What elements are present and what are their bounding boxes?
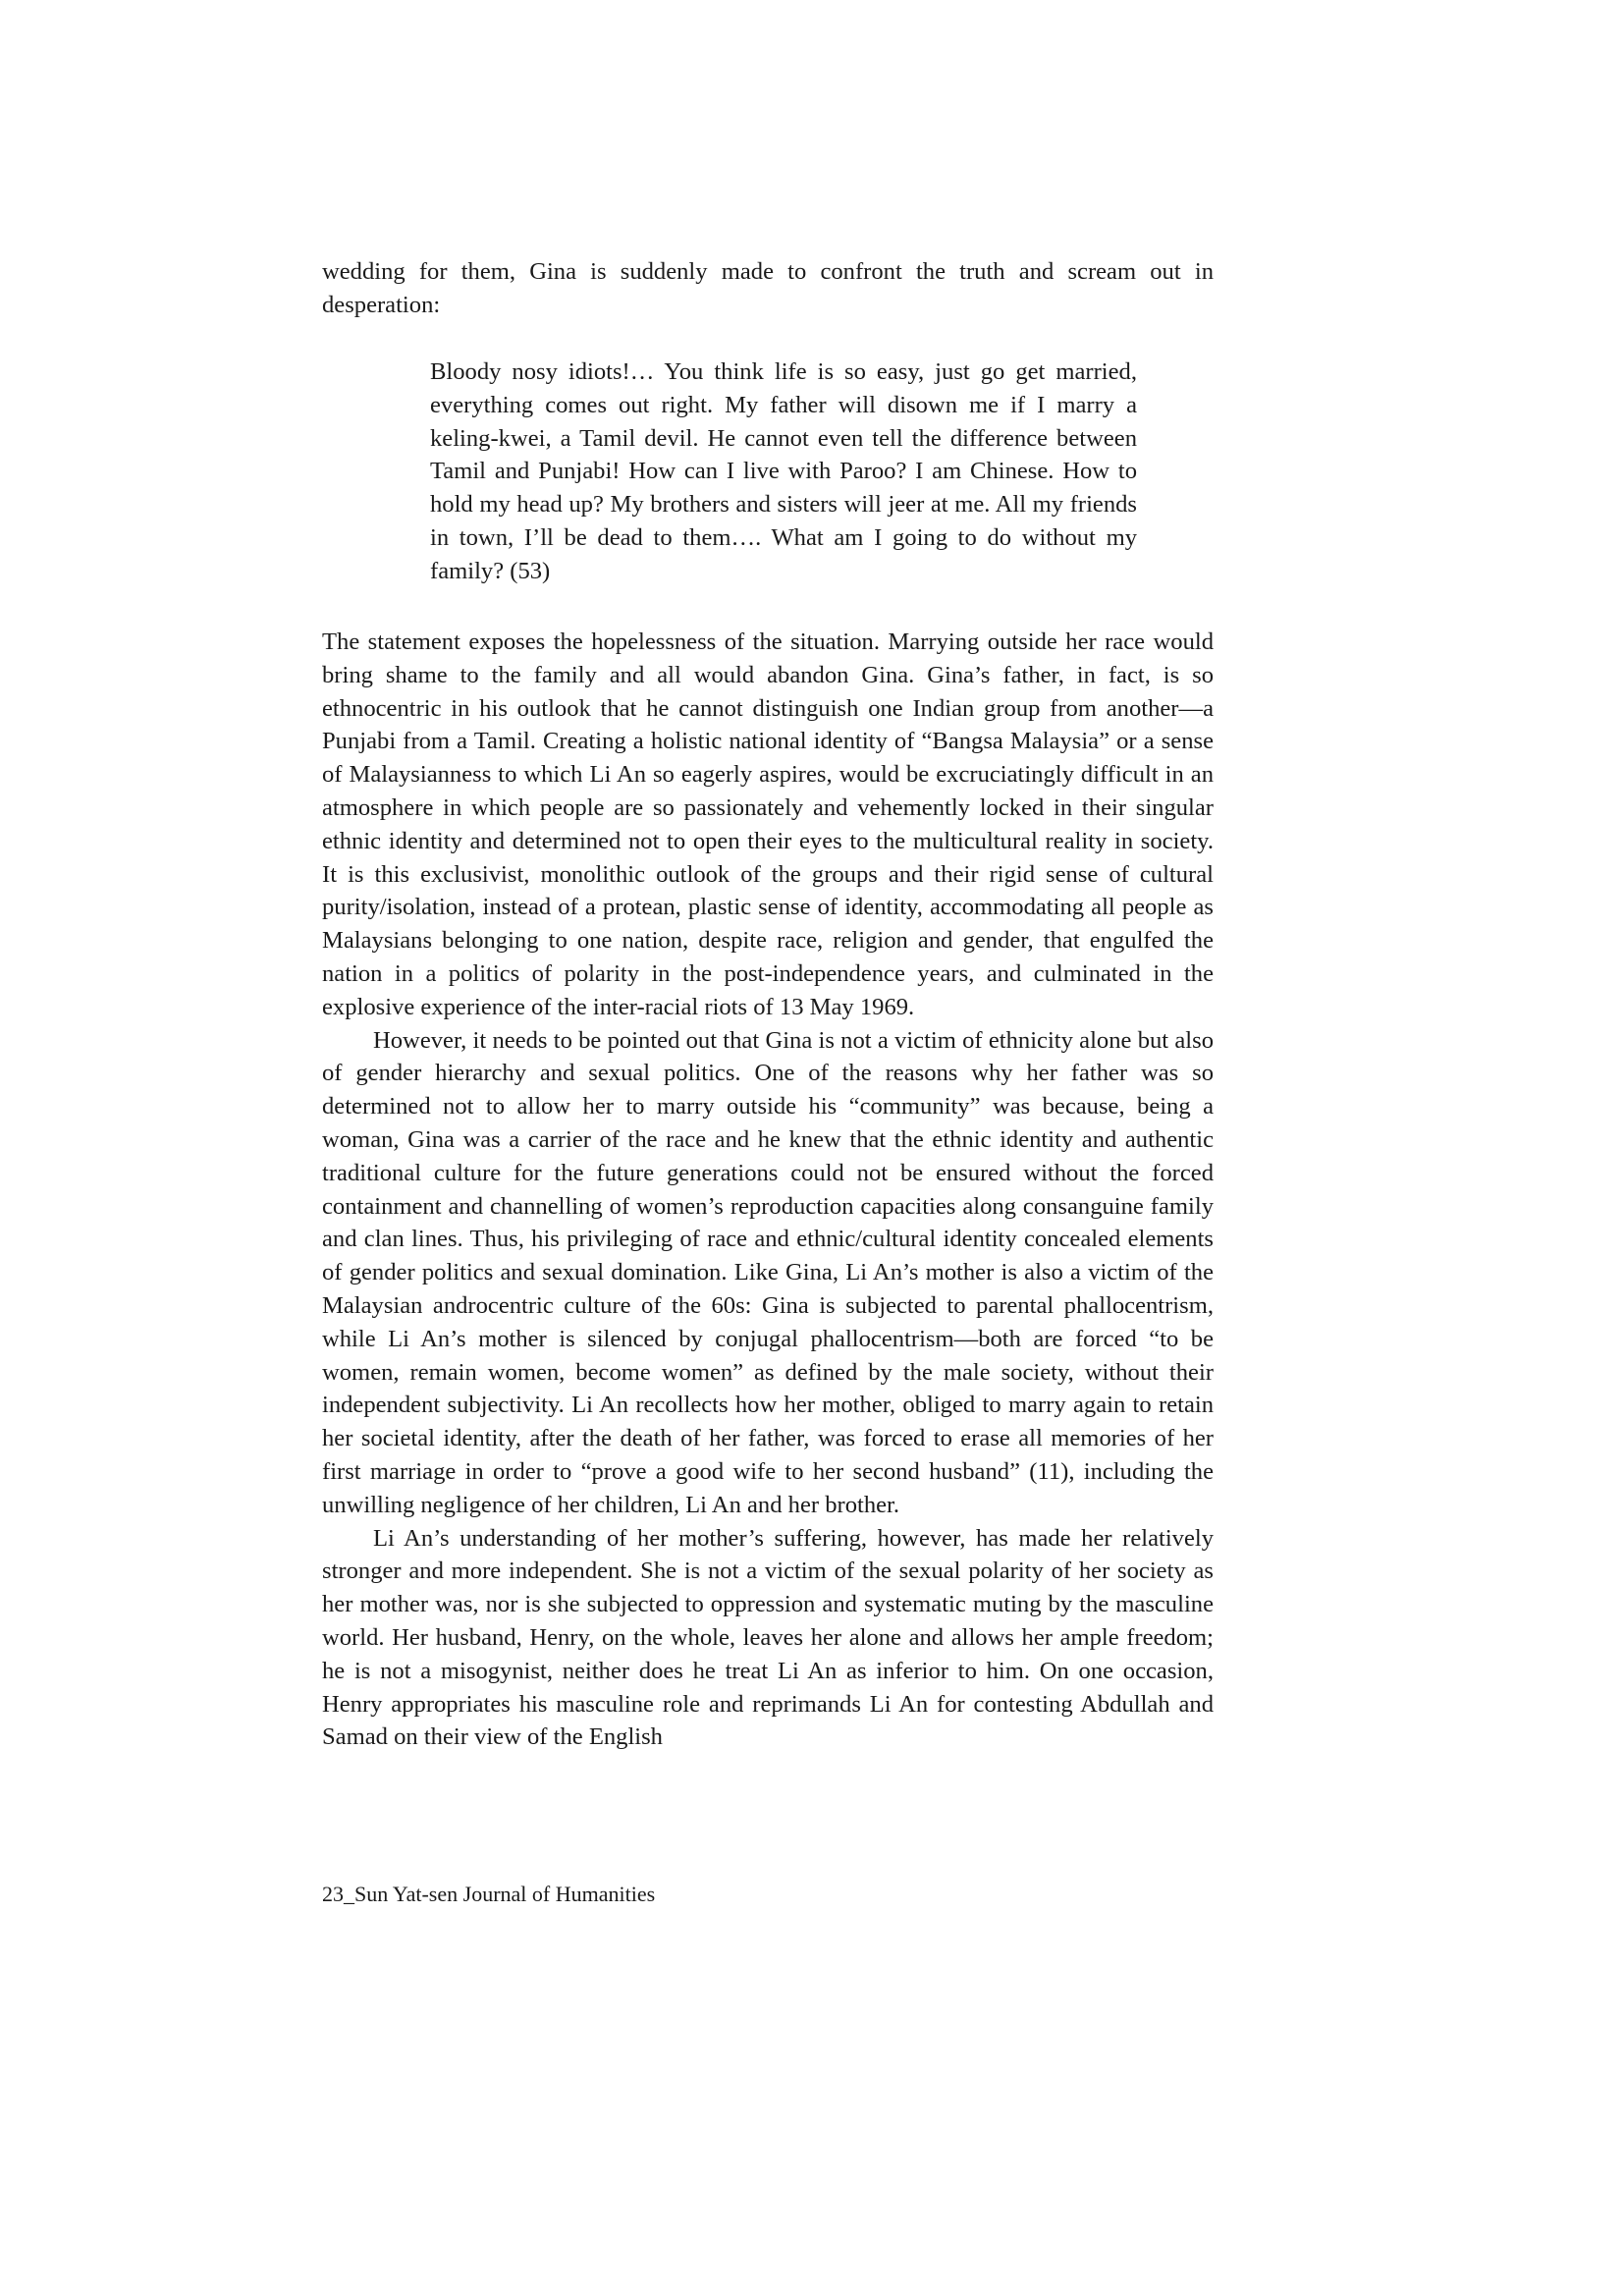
opening-paragraph <box>322 255 1214 322</box>
block-quote <box>430 355 1137 588</box>
paragraph-text: wedding for them, Gina is suddenly made to confront the truth and scream out in desperation: <box>322 258 1214 318</box>
body-text <box>322 626 1214 1754</box>
quote-text: Bloody nosy idiots!… You think life is so easy, just go get married, everything comes out right. My father will disown me if I marry a keling-kwei, a Tamil devil. He cannot even tell the difference between Tamil and Punjabi! How can I live with Paroo? I am Chinese. How to hold my head up? My brothers and sisters will jeer at me. All my friends in town, I’ll be dead to them…. What am I going to do without my family? (53) <box>430 358 1137 584</box>
paragraph-2: However, it needs to be pointed out that Gina is not a victim of ethnicity alone but also of gender hierarchy and sexual politics. One of the reasons why her father was so determined not to allow her to marry outside his “community” was because, being a woman, Gina was a carrier of the race and he knew that the ethnic identity and authentic traditional culture for the future generations could not be ensured without the forced containment and channelling of women’s reproduction capacities along consanguine family and clan lines. Thus, his privileging of race and ethnic/cultural identity concealed elements of gender politics and sexual domination. Like Gina, Li An’s mother is also a victim of the Malaysian androcentric culture of the 60s: Gina is subjected to parental phallocentrism, while Li An’s mother is silenced by conjugal phallocentrism—both are forced “to be women, remain women, become women” as defined by the male society, without their independent subjectivity. Li An recollects how her mother, obliged to marry again to retain her societal identity, after the death of her father, was forced to erase all memories of her first marriage in order to “prove a good wife to her second husband” (11), including the unwilling negligence of her children, Li An and her brother. <box>322 1026 1214 1518</box>
page-footer: 23_Sun Yat-sen Journal of Humanities <box>322 1882 656 1906</box>
paragraph-3: Li An’s understanding of her mother’s suffering, however, has made her relatively stronger and more independent. She is not a victim of the sexual polarity of her society as her mother was, nor is she subjected to oppression and systematic muting by the masculine world. Her husband, Henry, on the whole, leaves her alone and allows her ample freedom; he is not a misogynist, neither does he treat Li An as inferior to him. On one occasion, Henry appropriates his masculine role and reprimands Li An for contesting Abdullah and Samad on their view of the English <box>322 1524 1214 1751</box>
paragraph-1: The statement exposes the hopelessness of the situation. Marrying outside her race would bring shame to the family and all would abandon Gina. Gina’s father, in fact, is so ethnocentric in his outlook that he cannot distinguish one Indian group from another—a Punjabi from a Tamil. Creating a holistic national identity of “Bangsa Malaysia” or a sense of Malaysianness to which Li An so eagerly aspires, would be excruciatingly difficult in an atmosphere in which people are so passionately and vehemently locked in their singular ethnic identity and determined not to open their eyes to the multicultural reality in society. It is this exclusivist, monolithic outlook of the groups and their rigid sense of cultural purity/isolation, instead of a protean, plastic sense of identity, accommodating all people as Malaysians belonging to one nation, despite race, religion and gender, that engulfed the nation in a politics of polarity in the post-independence years, and culminated in the explosive experience of the inter-racial riots of 13 May 1969. <box>322 629 1214 1020</box>
